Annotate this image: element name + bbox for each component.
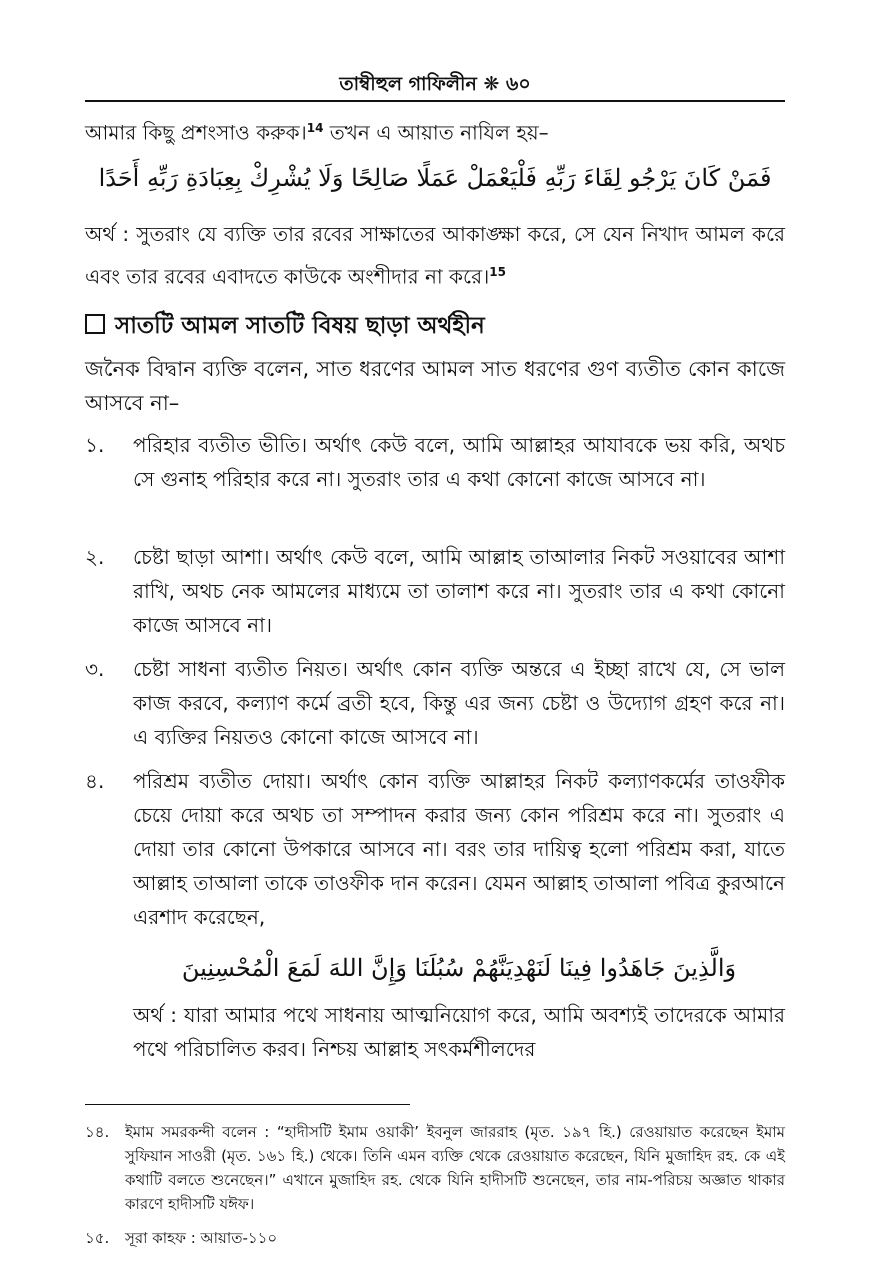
list-item-text: চেষ্টা ছাড়া আশা। অর্থাৎ কেউ বলে, আমি আল্লাহ তাআলার নিকট সওয়াবের আশা রাখি, অথচ নেক আমলের মাধ্যমে তা তালাশ করে না। সুতরাং তার এ কথা কোনো কাজে আসবে না। bbox=[133, 545, 785, 637]
opening-text: আমার কিছু প্রশংসাও করুক। bbox=[85, 120, 307, 145]
list-item-number: ২. bbox=[85, 545, 105, 569]
arabic-verse-2: وَالَّذِينَ جَاهَدُوا فِينَا لَنَهْدِيَنَّهُمْ سُبُلَنَا وَإِنَّ اللهَ لَمَعَ الْمُحْسِنِينَ bbox=[181, 954, 737, 982]
arabic-verse-1: فَمَنْ كَانَ يَرْجُو لِقَاءَ رَبِّهِ فَلْيَعْمَلْ عَمَلًا صَالِحًا وَلَا يُشْرِكْ بِعِبَادَةِ رَبِّهِ أَحَدًا bbox=[98, 164, 772, 192]
list-item bbox=[85, 540, 785, 642]
section-heading bbox=[85, 310, 785, 342]
footnote-ref-15: 15 bbox=[489, 265, 506, 279]
footnote-number: ১৪. bbox=[85, 1123, 110, 1141]
footnote-ref-14: 14 bbox=[306, 121, 324, 135]
section-heading-text: সাতটি আমল সাতটি বিষয় ছাড়া অর্থহীন bbox=[115, 313, 485, 339]
list-item-text: পরিহার ব্যতীত ভীতি। অর্থাৎ কেউ বলে, আমি আল্লাহর আযাবকে ভয় করি, অথচ সে গুনাহ পরিহার করে না। সুতরাং তার এ কথা কোনো কাজে আসবে না। bbox=[133, 433, 785, 491]
verse-2-meaning: অর্থ : যারা আমার পথে সাধনায় আত্মনিয়োগ করে, আমি অবশ্যই তাদেরকে আমার পথে পরিচালিত করব। নিশ্চয় আল্লাহ সৎকর্মশীলদের bbox=[133, 1003, 785, 1061]
footnote-text: ইমাম সমরকন্দী বলেন : “হাদীসটি ইমাম ওয়াকী’ ইবনুল জাররাহ (মৃত. ১৯৭ হি.) রেওয়ায়াত করেছেন ইমাম সুফিয়ান সাওরী (মৃত. ১৬১ হি.) থেকে। তিনি এমন ব্যক্তি থেকে রেওয়ায়াত করেছেন, যিনি মুজাহিদ রহ. কে এই কথাটি বলতে শুনেছেন।” এখানে মুজাহিদ রহ. থেকে যিনি হাদীসটি শুনেছেন, তার নাম-পরিচয় অজ্ঞাত থাকার কারণে হাদীসটি যঈফ। bbox=[125, 1123, 785, 1213]
opening-tail: তখন এ আয়াত নাযিল হয়– bbox=[323, 120, 549, 145]
list-item-number: ৪. bbox=[85, 769, 105, 793]
verse-1-meaning bbox=[85, 215, 785, 296]
header-divider bbox=[85, 100, 785, 102]
footnote-number: ১৫. bbox=[85, 1229, 110, 1247]
list-item-number: ৩. bbox=[85, 657, 105, 681]
list-item bbox=[85, 652, 785, 754]
footnote bbox=[85, 1120, 785, 1216]
intro-paragraph: জনৈক বিদ্বান ব্যক্তি বলেন, সাত ধরণের আমল সাত ধরণের গুণ ব্যতীত কোন কাজে আসবে না– bbox=[85, 357, 785, 415]
list-item-text: পরিশ্রম ব্যতীত দোয়া। অর্থাৎ কোন ব্যক্তি আল্লাহর নিকট কল্যাণকর্মের তাওফীক চেয়ে দোয়া করে অথচ তা সম্পাদন করার জন্য কোন পরিশ্রম করে না। সুতরাং এ দোয়া তার কোনো উপকারে আসবে না। বরং তার দায়িত্ব হলো পরিশ্রম করা, যাতে আল্লাহ তাআলা তাকে তাওফীক দান করেন। যেমন আল্লাহ তাআলা পবিত্র কুরআনে এরশাদ করেছেন, bbox=[133, 769, 785, 929]
footnote-divider bbox=[85, 1104, 410, 1105]
verse-1-meaning-text: অর্থ : সুতরাং যে ব্যক্তি তার রবের সাক্ষাতের আকাঙ্ক্ষা করে, সে যেন নিখাদ আমল করে এবং তার রবের এবাদতে কাউকে অংশীদার না করে। bbox=[85, 222, 785, 289]
list-item bbox=[85, 764, 785, 934]
list-item bbox=[85, 428, 785, 496]
page-header-title: তাম্বীহুল গাফিলীন ❋ ৬০ bbox=[339, 73, 531, 95]
list-item-text: চেষ্টা সাধনা ব্যতীত নিয়ত। অর্থাৎ কোন ব্যক্তি অন্তরে এ ইচ্ছা রাখে যে, সে ভাল কাজ করবে, কল্যাণ কর্মে ব্রতী হবে, কিন্তু এর জন্য চেষ্টা ও উদ্যোগ গ্রহণ করে না। এ ব্যক্তির নিয়তও কোনো কাজে আসবে না। bbox=[133, 657, 785, 749]
list-item-number: ১. bbox=[85, 433, 105, 457]
footnote-text: সূরা কাহফ : আয়াত-১১০ bbox=[125, 1229, 278, 1247]
opening-line bbox=[85, 114, 785, 147]
footnote bbox=[85, 1226, 785, 1250]
checkbox-square-icon bbox=[85, 314, 105, 334]
